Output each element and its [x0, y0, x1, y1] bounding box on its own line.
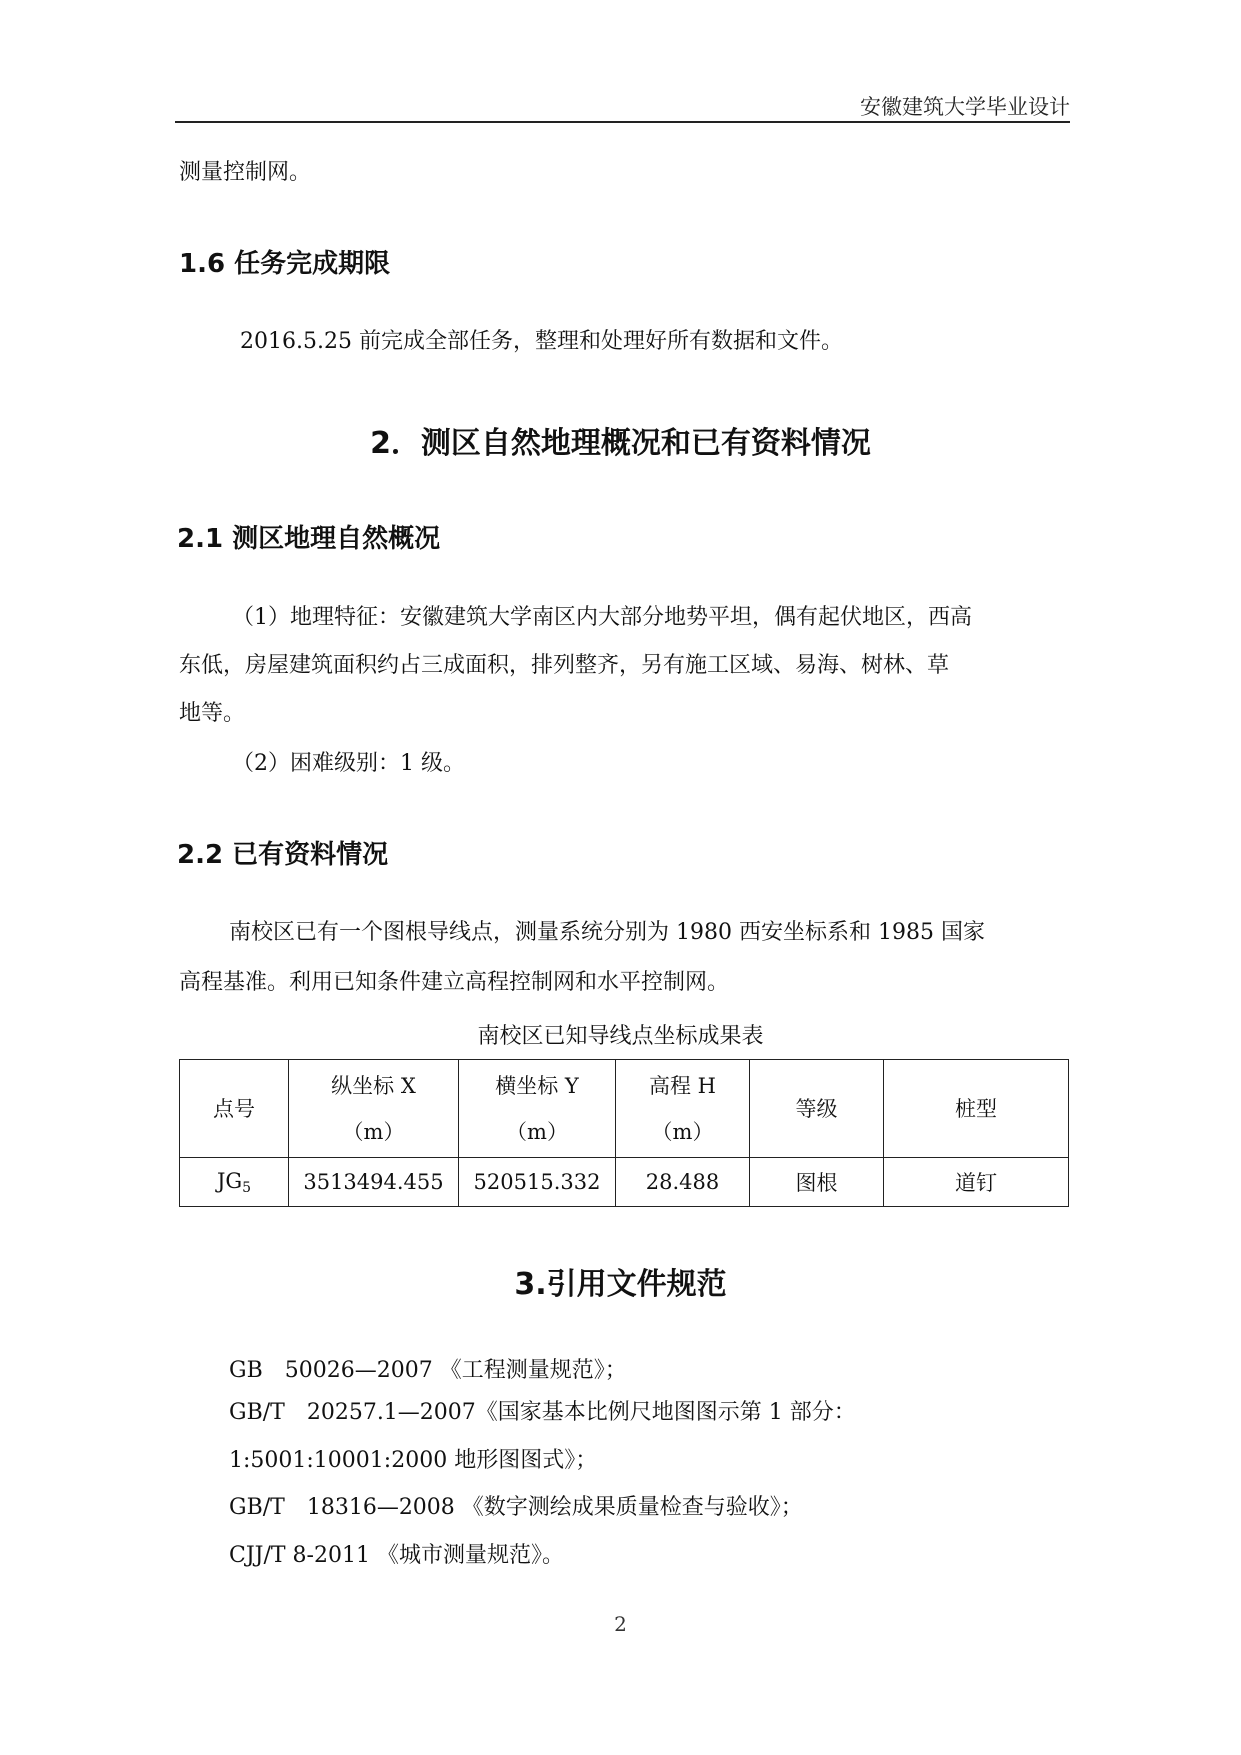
paragraph-continuation: 测量控制网。 — [179, 160, 312, 185]
reference-item: GB 50026—2007 《工程测量规范》； — [229, 1358, 627, 1383]
reference-item: 1:5001:10001:2000 地形图图式》； — [229, 1448, 598, 1473]
paragraph-data-line: 高程基准。利用已知条件建立高程控制网和水平控制网。 — [179, 970, 730, 995]
cell-y: 520515.332 — [459, 1158, 616, 1207]
table-row — [180, 1158, 1069, 1207]
section-heading-2-1: 2.1 测区地理自然概况 — [177, 524, 441, 554]
header-h: 高程 H （m） — [616, 1060, 750, 1158]
header-y: 横坐标 Y （m） — [459, 1060, 616, 1158]
chapter-heading-2: 2．测区自然地理概况和已有资料情况 — [370, 426, 871, 461]
header-pile: 桩型 — [884, 1060, 1069, 1158]
paragraph-difficulty: （2）困难级别：1 级。 — [232, 751, 465, 776]
header-point: 点号 — [180, 1060, 289, 1158]
reference-item: GB/T 20257.1—2007《国家基本比例尺地图图示第 1 部分： — [229, 1400, 856, 1425]
running-header: 安徽建筑大学毕业设计 — [860, 95, 1070, 119]
reference-item: GB/T 18316—2008 《数字测绘成果质量检查与验收》； — [229, 1495, 803, 1520]
section-heading-1-6: 1.6 任务完成期限 — [179, 249, 391, 279]
reference-item: CJJ/T 8-2011 《城市测量规范》。 — [229, 1543, 564, 1568]
cell-point: $JG_5$ — [180, 1158, 289, 1207]
table-header-row — [180, 1060, 1069, 1158]
paragraph-geo-line: 地等。 — [179, 701, 246, 726]
cell-grade: 图根 — [750, 1158, 884, 1207]
coordinate-table — [179, 1059, 1069, 1207]
cell-x: 3513494.455 — [289, 1158, 459, 1207]
paragraph-geo-line: 东低，房屋建筑面积约占三成面积，排列整齐，另有施工区域、易海、树林、草 — [179, 653, 950, 678]
table-caption: 南校区已知导线点坐标成果表 — [477, 1024, 764, 1049]
paragraph-geo-line: （1）地理特征：安徽建筑大学南区内大部分地势平坦，偶有起伏地区，西高 — [232, 605, 972, 630]
paragraph-deadline: 2016.5.25 前完成全部任务，整理和处理好所有数据和文件。 — [240, 329, 843, 354]
header-rule — [175, 121, 1070, 123]
page-number: 2 — [614, 1612, 627, 1636]
paragraph-data-line: 南校区已有一个图根导线点，测量系统分别为 1980 西安坐标系和 1985 国家 — [229, 920, 985, 945]
header-x: 纵坐标 X （m） — [289, 1060, 459, 1158]
chapter-heading-3: 3.引用文件规范 — [514, 1267, 727, 1302]
cell-pile: 道钉 — [884, 1158, 1069, 1207]
section-heading-2-2: 2.2 已有资料情况 — [177, 840, 389, 870]
cell-h: 28.488 — [616, 1158, 750, 1207]
header-grade: 等级 — [750, 1060, 884, 1158]
